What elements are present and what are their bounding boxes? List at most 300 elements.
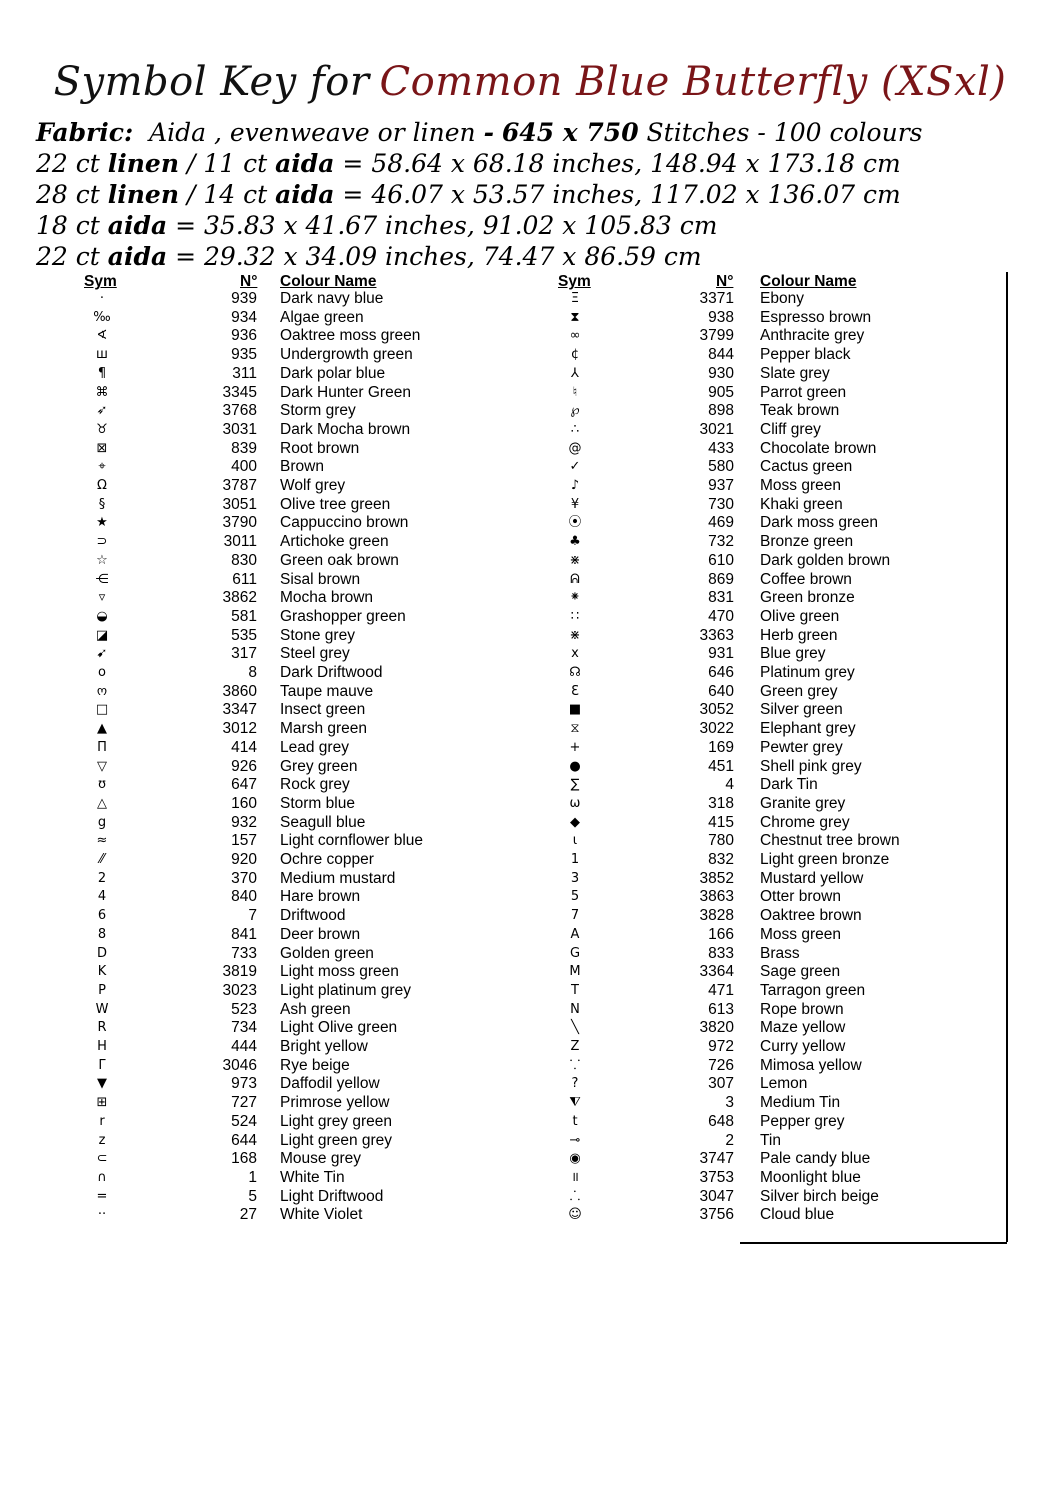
symbol-cell: ● xyxy=(569,758,581,774)
colour-name-cell: Dark navy blue xyxy=(280,290,384,307)
colour-name-cell: Cappuccino brown xyxy=(280,514,409,532)
symbol-cell: ⸪ xyxy=(569,1057,581,1073)
colour-name-cell: Khaki green xyxy=(760,495,843,513)
colour-name-cell: Pale candy blue xyxy=(760,1150,871,1168)
size-line xyxy=(36,179,1046,210)
symbol-cell: A xyxy=(570,926,580,942)
colour-name-cell: Root brown xyxy=(280,439,360,457)
symbol-cell: ω xyxy=(569,795,581,811)
colour-name-cell: Slate grey xyxy=(760,364,830,382)
table-row xyxy=(0,758,1060,777)
symbol-cell: ≈ xyxy=(96,833,108,849)
colour-name-cell: Dark moss green xyxy=(760,514,879,532)
title-prefix: Symbol Key for xyxy=(53,59,370,105)
number-cell: 3863 xyxy=(699,888,734,906)
fabric-materials: Aida , evenweave or linen xyxy=(149,118,476,147)
number-cell: 931 xyxy=(708,645,734,663)
number-cell: 727 xyxy=(231,1094,257,1112)
symbol-cell: ⸫ xyxy=(569,1188,581,1204)
symbol-cell: ∴ xyxy=(570,421,580,437)
size-fabric: aida xyxy=(107,242,168,271)
number-cell: 3753 xyxy=(699,1168,734,1186)
symbol-cell: ‰ xyxy=(93,309,111,325)
colour-name-cell: Moss green xyxy=(760,477,841,494)
symbol-cell: Ξ xyxy=(570,291,580,306)
colour-name-cell: Light platinum grey xyxy=(280,981,411,999)
number-cell: 3371 xyxy=(699,290,734,307)
colour-name-cell: Otter brown xyxy=(760,888,841,906)
symbol-cell: ʊ xyxy=(97,777,107,793)
symbol-cell: ⦿ xyxy=(568,515,582,531)
symbol-cell: r xyxy=(99,1113,105,1129)
size-count-alt: / 11 ct xyxy=(179,149,276,178)
header-num-left: N° xyxy=(240,273,258,290)
number-cell: 318 xyxy=(708,794,734,812)
number-cell: 733 xyxy=(231,944,257,962)
colour-name-cell: Herb green xyxy=(760,626,838,644)
colour-name-cell: Pepper black xyxy=(760,346,851,364)
number-cell: 726 xyxy=(708,1056,734,1074)
colour-name-cell: Parrot green xyxy=(760,383,847,401)
colour-name-cell: Blue grey xyxy=(760,645,826,663)
number-cell: 3345 xyxy=(222,383,257,401)
colour-name-cell: Coffee brown xyxy=(760,570,852,588)
table-row xyxy=(0,365,1060,384)
symbol-cell: N xyxy=(570,1001,580,1017)
symbol-cell: t xyxy=(572,1113,578,1129)
number-cell: 3012 xyxy=(222,720,257,738)
table-row xyxy=(0,1188,1060,1207)
number-cell: 932 xyxy=(231,813,257,831)
colour-name-cell: Silver birch beige xyxy=(760,1187,879,1205)
colour-name-cell: Storm grey xyxy=(280,402,356,420)
colour-name-cell: Dark Tin xyxy=(760,776,818,794)
number-cell: 937 xyxy=(708,477,734,494)
number-cell: 936 xyxy=(231,327,257,345)
colour-name-cell: Green bronze xyxy=(760,589,855,607)
table-row xyxy=(0,870,1060,889)
number-cell: 169 xyxy=(708,738,734,756)
colour-name-cell: Teak brown xyxy=(760,402,840,420)
colour-name-cell: Lead grey xyxy=(280,738,349,756)
symbol-cell: g xyxy=(97,814,107,830)
number-cell: 972 xyxy=(708,1038,734,1055)
number-cell: 611 xyxy=(232,570,257,588)
colour-name-cell: Marsh green xyxy=(280,720,368,738)
number-cell: 414 xyxy=(231,738,257,756)
number-cell: 640 xyxy=(708,682,734,700)
table-row xyxy=(0,627,1060,646)
size-fabric: linen xyxy=(107,149,180,178)
number-cell: 523 xyxy=(231,1000,257,1018)
table-row xyxy=(0,907,1060,926)
number-cell: 4 xyxy=(725,776,734,794)
symbol-cell: G xyxy=(569,945,581,961)
colour-name-cell: White Tin xyxy=(280,1168,345,1186)
fabric-info xyxy=(36,117,1046,272)
colour-name-cell: Chocolate brown xyxy=(760,439,877,457)
colour-name-cell: Rye beige xyxy=(280,1056,350,1074)
colour-name-cell: Daffodil yellow xyxy=(280,1075,380,1093)
colour-name-cell: Oaktree moss green xyxy=(280,327,421,345)
symbol-cell: R xyxy=(97,1020,107,1036)
number-cell: 869 xyxy=(708,570,734,588)
colour-name-cell: Wolf grey xyxy=(280,477,346,494)
colour-name-cell: Rope brown xyxy=(760,1000,844,1018)
colour-name-cell: Light moss green xyxy=(280,963,399,981)
number-cell: 3 xyxy=(725,1094,734,1112)
table-row xyxy=(0,720,1060,739)
number-cell: 3363 xyxy=(699,626,734,644)
symbol-cell: ♪ xyxy=(570,478,580,493)
size-count: 22 ct xyxy=(36,242,108,271)
number-cell: 840 xyxy=(231,888,257,906)
symbol-cell: ⊠ xyxy=(96,440,108,456)
table-row xyxy=(0,1001,1060,1020)
table-row xyxy=(0,309,1060,328)
stitches-colours: Stitches - 100 colours xyxy=(646,118,923,147)
colour-name-cell: Algae green xyxy=(280,308,364,326)
colour-name-cell: Light Olive green xyxy=(280,1019,398,1037)
colour-name-cell: Elephant grey xyxy=(760,720,856,738)
number-cell: 730 xyxy=(708,495,734,513)
symbol-cell: Z xyxy=(570,1039,580,1054)
symbol-cell: W xyxy=(95,1001,109,1017)
symbol-cell: ♣ xyxy=(569,534,581,550)
symbol-cell: ¢ xyxy=(570,347,580,363)
number-cell: 415 xyxy=(708,813,734,831)
colour-name-cell: Espresso brown xyxy=(760,308,872,326)
symbol-cell: ⊃ xyxy=(96,534,108,550)
colour-name-cell: Grey green xyxy=(280,757,358,775)
symbol-cell: ? xyxy=(571,1076,579,1092)
colour-name-cell: Chrome grey xyxy=(760,813,850,831)
symbol-cell: ☺ xyxy=(568,1207,582,1223)
colour-name-cell: Light grey green xyxy=(280,1112,393,1130)
number-cell: 3820 xyxy=(699,1019,734,1037)
table-row xyxy=(0,1019,1060,1038)
symbol-cell: ॥ xyxy=(571,1169,579,1185)
number-cell: 780 xyxy=(708,832,734,850)
symbol-cell: 5 xyxy=(570,889,580,905)
symbol-cell: ∷ xyxy=(570,608,580,624)
table-row xyxy=(0,645,1060,664)
table-row xyxy=(0,402,1060,421)
table-row xyxy=(0,1038,1060,1057)
number-cell: 648 xyxy=(708,1112,734,1130)
symbol-cell: M xyxy=(569,964,581,980)
number-cell: 3052 xyxy=(699,701,734,719)
number-cell: 469 xyxy=(708,514,734,532)
symbol-cell: ✓ xyxy=(569,459,581,475)
header-sym-right: Sym xyxy=(558,273,591,290)
symbol-cell: ➶ xyxy=(96,403,108,419)
symbol-cell: ⋇ xyxy=(569,552,581,568)
symbol-cell: 8 xyxy=(97,926,107,942)
table-row xyxy=(0,701,1060,720)
colour-name-cell: Mocha brown xyxy=(280,589,374,607)
colour-name-cell: Stone grey xyxy=(280,626,355,644)
symbol-cell: Ω xyxy=(97,478,107,493)
header-name-left: Colour Name xyxy=(280,273,377,290)
colour-name-cell: Olive tree green xyxy=(280,495,391,513)
colour-name-cell: Light Driftwood xyxy=(280,1187,384,1205)
symbol-cell: ⊂ xyxy=(96,1151,108,1167)
colour-name-cell: Undergrowth green xyxy=(280,346,413,364)
symbol-cell: ⅄ xyxy=(571,365,579,381)
colour-name-cell: Light green bronze xyxy=(760,851,890,868)
colour-name-cell: Storm blue xyxy=(280,794,355,812)
number-cell: 5 xyxy=(248,1187,257,1205)
symbol-cell: ➹ xyxy=(96,646,108,662)
colour-name-cell: Medium mustard xyxy=(280,869,396,887)
colour-name-cell: Tin xyxy=(760,1131,781,1149)
number-cell: 400 xyxy=(231,458,257,476)
colour-name-cell: Rock grey xyxy=(280,776,350,794)
table-row xyxy=(0,982,1060,1001)
number-cell: 935 xyxy=(231,346,257,364)
table-row xyxy=(0,1075,1060,1094)
page-title xyxy=(0,58,1060,106)
number-cell: 168 xyxy=(231,1150,257,1168)
number-cell: 581 xyxy=(231,607,257,625)
number-cell: 3023 xyxy=(222,981,257,999)
symbol-cell: ℘ xyxy=(570,403,580,419)
colour-name-cell: Golden green xyxy=(280,944,374,962)
symbol-cell: ⊞ xyxy=(96,1095,108,1111)
number-cell: 734 xyxy=(231,1019,257,1037)
symbol-cell: ☆ xyxy=(96,552,108,568)
number-cell: 1 xyxy=(248,1168,257,1186)
number-cell: 3021 xyxy=(699,420,734,438)
table-row xyxy=(0,1132,1060,1151)
symbol-cell: ·· xyxy=(97,1207,107,1223)
colour-name-cell: Mimosa yellow xyxy=(760,1056,862,1074)
table-row xyxy=(0,440,1060,459)
colour-name-cell: Dark Driftwood xyxy=(280,664,383,681)
number-cell: 7 xyxy=(248,907,257,925)
symbol-cell: ⁄⁄ xyxy=(99,852,105,867)
symbol-cell: x xyxy=(571,646,579,662)
table-row xyxy=(0,814,1060,833)
size-count-alt: / 14 ct xyxy=(179,180,276,209)
colour-name-cell: Sage green xyxy=(760,963,841,981)
table-row xyxy=(0,776,1060,795)
number-cell: 844 xyxy=(708,346,734,364)
colour-name-cell: Maze yellow xyxy=(760,1019,846,1037)
symbol-cell: ⧖ xyxy=(570,721,580,737)
colour-name-cell: Curry yellow xyxy=(760,1038,846,1055)
number-cell: 3862 xyxy=(222,589,257,607)
colour-name-cell: Granite grey xyxy=(760,794,846,812)
colour-name-cell: Mouse grey xyxy=(280,1150,361,1168)
colour-name-cell: Primrose yellow xyxy=(280,1094,390,1112)
colour-name-cell: Light green grey xyxy=(280,1131,393,1149)
symbol-cell: ш xyxy=(96,347,108,363)
number-cell: 470 xyxy=(708,607,734,625)
colour-name-cell: Moonlight blue xyxy=(760,1168,861,1186)
symbol-key-table xyxy=(0,268,1060,1248)
symbol-cell: ◪ xyxy=(95,627,109,643)
size-fabric: aida xyxy=(107,211,168,240)
symbol-cell: + xyxy=(569,739,581,755)
header-sym-left: Sym xyxy=(84,273,117,290)
number-cell: 433 xyxy=(708,439,734,457)
symbol-cell: 3 xyxy=(570,870,580,886)
symbol-cell: ᕱ xyxy=(570,571,580,587)
pattern-name: Common Blue Butterfly (XSxl) xyxy=(379,59,1007,105)
table-border-bottom xyxy=(740,1242,1007,1244)
number-cell: 3756 xyxy=(699,1206,734,1224)
size-count: 28 ct xyxy=(36,180,108,209)
symbol-cell: 4 xyxy=(97,889,107,905)
number-cell: 524 xyxy=(231,1112,257,1130)
table-row xyxy=(0,421,1060,440)
symbol-cell: ◉ xyxy=(569,1151,581,1167)
number-cell: 3852 xyxy=(699,869,734,887)
colour-name-cell: Chestnut tree brown xyxy=(760,832,900,850)
number-cell: 833 xyxy=(708,944,734,962)
table-row xyxy=(0,1206,1060,1225)
colour-name-cell: Bronze green xyxy=(760,533,854,551)
number-cell: 930 xyxy=(708,364,734,382)
colour-name-cell: Anthracite grey xyxy=(760,327,865,345)
symbol-cell: ⋇ xyxy=(569,627,581,643)
fabric-label: Fabric: xyxy=(36,118,134,147)
symbol-cell: P xyxy=(98,982,106,998)
number-cell: 166 xyxy=(708,925,734,943)
symbol-cell: ★ xyxy=(96,515,108,531)
symbol-cell: · xyxy=(99,291,105,306)
size-fabric-alt: aida xyxy=(275,180,335,209)
table-row xyxy=(0,888,1060,907)
symbol-cell: o xyxy=(98,665,106,680)
number-cell: 160 xyxy=(231,794,257,812)
colour-name-cell: Moss green xyxy=(760,925,841,943)
table-row xyxy=(0,608,1060,627)
symbol-cell: ⧗ xyxy=(570,309,580,325)
size-dimensions: = 29.32 x 34.09 inches, 74.47 x 86.59 cm xyxy=(167,242,702,271)
number-cell: 644 xyxy=(231,1131,257,1149)
table-row xyxy=(0,1150,1060,1169)
colour-name-cell: Pewter grey xyxy=(760,738,843,756)
colour-name-cell: Dark Hunter Green xyxy=(280,383,411,401)
table-row xyxy=(0,1169,1060,1188)
colour-name-cell: Sisal brown xyxy=(280,570,361,588)
colour-name-cell: Seagull blue xyxy=(280,813,366,831)
number-cell: 831 xyxy=(708,589,734,607)
number-cell: 471 xyxy=(708,981,734,999)
colour-name-cell: Dark Mocha brown xyxy=(280,420,411,438)
number-cell: 307 xyxy=(708,1075,734,1093)
table-row xyxy=(0,571,1060,590)
number-cell: 8 xyxy=(248,664,257,681)
symbol-cell: ∑ xyxy=(570,777,580,793)
symbol-cell: @ xyxy=(568,440,582,456)
number-cell: 451 xyxy=(708,757,734,775)
number-cell: 934 xyxy=(231,308,257,326)
table-row xyxy=(0,926,1060,945)
symbol-cell: ◆ xyxy=(570,814,580,830)
symbol-cell: ♉ xyxy=(96,421,108,437)
symbol-cell: H xyxy=(97,1039,107,1054)
colour-name-cell: Shell pink grey xyxy=(760,757,862,775)
colour-name-cell: Oaktree brown xyxy=(760,907,862,925)
size-fabric-alt: aida xyxy=(275,149,335,178)
colour-name-cell: Taupe mauve xyxy=(280,682,374,700)
symbol-cell: ◒ xyxy=(96,608,108,624)
symbol-cell: 7 xyxy=(570,908,580,924)
number-cell: 610 xyxy=(708,551,734,569)
number-cell: 926 xyxy=(231,757,257,775)
symbol-cell: § xyxy=(98,496,106,512)
size-count: 18 ct xyxy=(36,211,108,240)
symbol-cell: T xyxy=(571,982,579,998)
size-fabric: linen xyxy=(107,180,180,209)
colour-name-cell: Platinum grey xyxy=(760,664,855,681)
symbol-cell: ⧨ xyxy=(569,1095,581,1111)
table-row xyxy=(0,496,1060,515)
size-line xyxy=(36,148,1046,179)
colour-name-cell: Ochre copper xyxy=(280,851,374,868)
colour-name-cell: White Violet xyxy=(280,1206,363,1224)
colour-name-cell: Hare brown xyxy=(280,888,361,906)
size-line xyxy=(36,210,1046,241)
number-cell: 2 xyxy=(725,1131,734,1149)
number-cell: 3051 xyxy=(222,495,257,513)
symbol-cell: ⌘ xyxy=(95,384,109,400)
colour-name-cell: Brown xyxy=(280,458,324,476)
symbol-cell: ♮ xyxy=(572,384,578,400)
fabric-line xyxy=(36,117,1046,148)
colour-name-cell: Pepper grey xyxy=(760,1112,845,1130)
number-cell: 3790 xyxy=(222,514,257,532)
symbol-cell: ⋲ xyxy=(95,571,109,587)
symbol-cell: ∩ xyxy=(97,1169,107,1185)
number-cell: 535 xyxy=(231,626,257,644)
table-row xyxy=(0,327,1060,346)
colour-name-cell: Mustard yellow xyxy=(760,869,864,887)
colour-name-cell: Light cornflower blue xyxy=(280,832,424,850)
symbol-cell: ⊸ xyxy=(569,1132,581,1148)
number-cell: 3860 xyxy=(222,682,257,700)
colour-name-cell: Deer brown xyxy=(280,925,361,943)
number-cell: 3828 xyxy=(699,907,734,925)
colour-name-cell: Cactus green xyxy=(760,458,853,476)
number-cell: 3747 xyxy=(699,1150,734,1168)
number-cell: 938 xyxy=(708,308,734,326)
symbol-cell: 2 xyxy=(97,870,107,886)
symbol-cell: ¥ xyxy=(570,496,580,512)
symbol-cell: Π xyxy=(97,739,107,755)
colour-name-cell: Silver green xyxy=(760,701,843,719)
symbol-cell: ╲ xyxy=(571,1020,579,1036)
table-row xyxy=(0,290,1060,309)
number-cell: 732 xyxy=(708,533,734,551)
size-dimensions: = 58.64 x 68.18 inches, 148.94 x 173.18 cm xyxy=(334,149,901,178)
number-cell: 905 xyxy=(708,383,734,401)
symbol-cell: ▲ xyxy=(97,721,107,737)
colour-name-cell: Ebony xyxy=(760,290,804,307)
table-row xyxy=(0,458,1060,477)
table-row xyxy=(0,664,1060,683)
symbol-cell: ▽ xyxy=(97,758,107,774)
symbol-cell: 6 xyxy=(97,908,107,924)
symbol-cell: ⌖ xyxy=(98,459,106,475)
header-num-right: N° xyxy=(716,273,734,290)
colour-name-cell: Steel grey xyxy=(280,645,350,663)
colour-name-cell: Dark golden brown xyxy=(760,551,891,569)
